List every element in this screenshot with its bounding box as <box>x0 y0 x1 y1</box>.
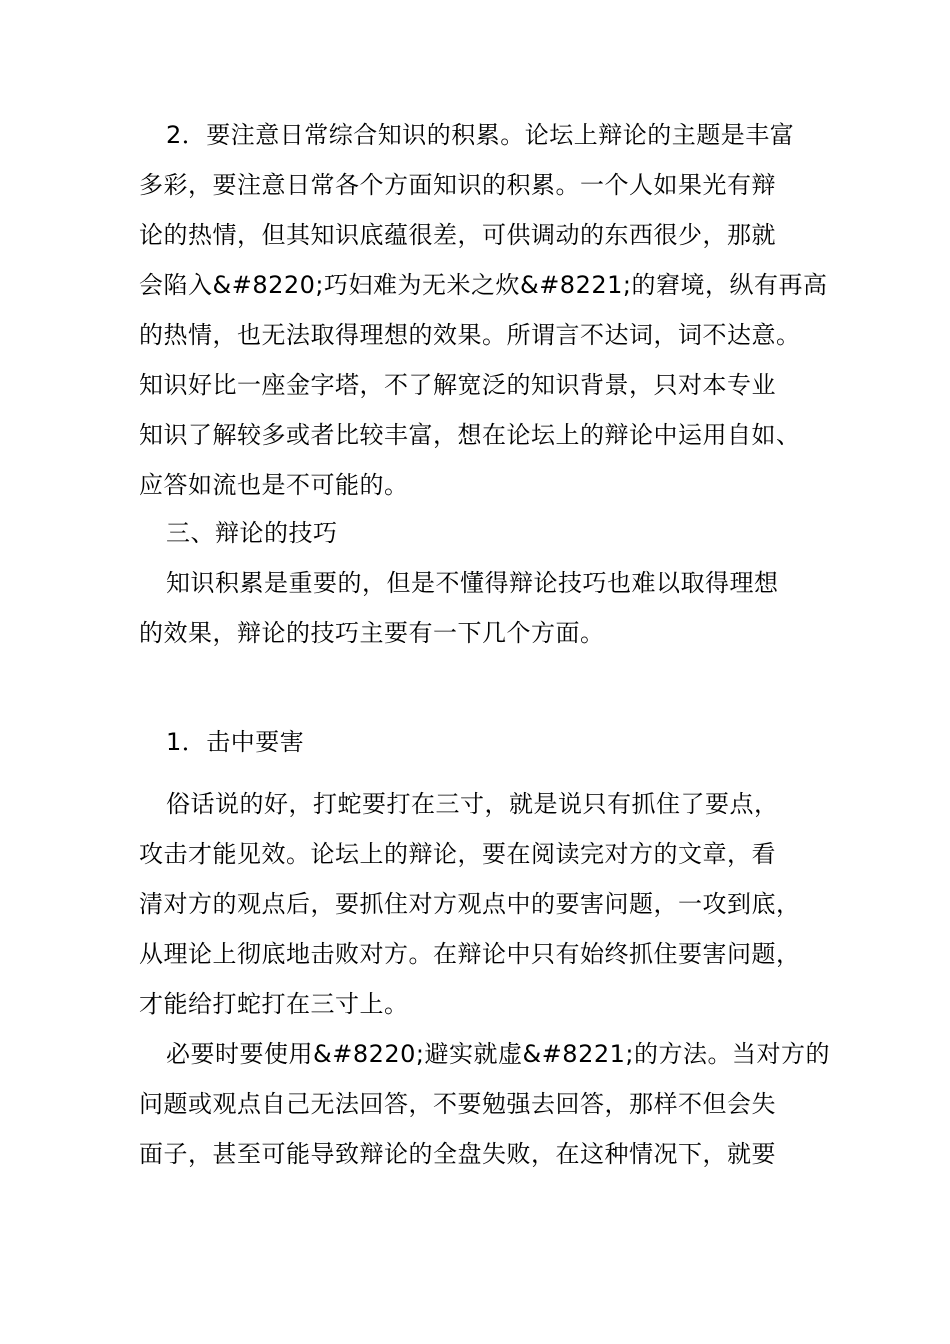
text-line: 2．要注意日常综合知识的积累。论坛上辩论的主题是丰富 <box>166 121 795 149</box>
text-line: 问题或观点自己无法回答，不要勉强去回答，那样不但会失 <box>139 1090 776 1118</box>
text-line: 面子，甚至可能导致辩论的全盘失败，在这种情况下，就要 <box>139 1140 776 1168</box>
text-line: 知识好比一座金字塔，不了解宽泛的知识背景，只对本专业 <box>139 371 776 399</box>
text-line: 论的热情，但其知识底蕴很差，可供调动的东西很少，那就 <box>139 221 776 249</box>
text-line: 会陷入&#8220;巧妇难为无米之炊&#8221;的窘境，纵有再高 <box>139 271 828 299</box>
text-line: 清对方的观点后，要抓住对方观点中的要害问题，一攻到底， <box>139 890 801 918</box>
text-line: 多彩，要注意日常各个方面知识的积累。一个人如果光有辩 <box>139 171 776 199</box>
section-heading: 三、辩论的技巧 <box>166 519 338 547</box>
text-line: 从理论上彻底地击败对方。在辩论中只有始终抓住要害问题， <box>139 940 801 968</box>
text-line: 的热情，也无法取得理想的效果。所谓言不达词，词不达意。 <box>139 321 801 349</box>
text-line: 应答如流也是不可能的。 <box>139 471 409 499</box>
text-line: 必要时要使用&#8220;避实就虚&#8221;的方法。当对方的 <box>166 1040 830 1068</box>
text-line: 才能给打蛇打在三寸上。 <box>139 990 409 1018</box>
text-line: 知识了解较多或者比较丰富，想在论坛上的辩论中运用自如、 <box>139 421 801 449</box>
text-line: 俗话说的好，打蛇要打在三寸，就是说只有抓住了要点， <box>166 790 779 818</box>
subsection-heading: 1．击中要害 <box>166 728 305 756</box>
text-line: 攻击才能见效。论坛上的辩论，要在阅读完对方的文章，看 <box>139 840 776 868</box>
text-line: 知识积累是重要的，但是不懂得辩论技巧也难以取得理想 <box>166 569 779 597</box>
text-line: 的效果，辩论的技巧主要有一下几个方面。 <box>139 619 605 647</box>
